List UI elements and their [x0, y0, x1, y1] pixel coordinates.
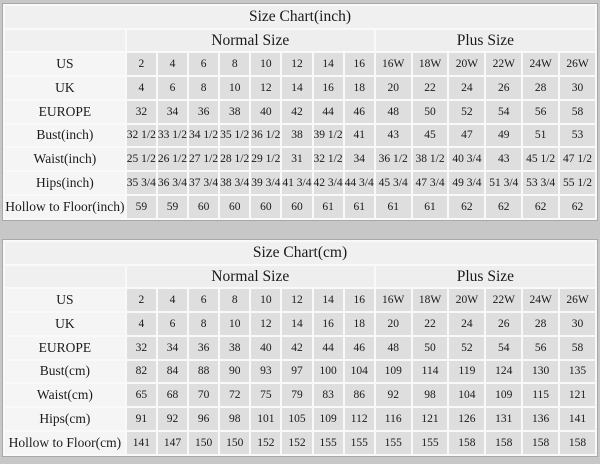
- column-group-header: Normal Size: [127, 30, 374, 51]
- size-value-cell: 45: [413, 125, 448, 147]
- size-value-cell: 22: [413, 77, 448, 99]
- size-value-cell: 75: [251, 384, 280, 406]
- size-value-cell: 24W: [523, 289, 558, 311]
- corner-cell: [5, 266, 125, 287]
- size-value-cell: 82: [127, 361, 156, 383]
- size-value-cell: 20W: [449, 289, 484, 311]
- column-group-row: [5, 30, 595, 51]
- size-value-cell: 10: [220, 313, 249, 335]
- size-value-cell: 26W: [560, 53, 595, 75]
- size-value-cell: 126: [449, 408, 484, 430]
- size-value-cell: 37 3/4: [189, 172, 218, 194]
- size-value-cell: 16W: [376, 289, 411, 311]
- size-value-cell: 26 1/2: [158, 148, 187, 170]
- size-value-cell: 2: [127, 53, 156, 75]
- size-value-cell: 40: [251, 337, 280, 359]
- size-value-cell: 38: [282, 125, 311, 147]
- size-value-cell: 36: [189, 101, 218, 123]
- size-value-cell: 18: [345, 77, 374, 99]
- size-value-cell: 40: [251, 101, 280, 123]
- size-value-cell: 48: [376, 337, 411, 359]
- size-value-cell: 79: [282, 384, 311, 406]
- size-value-cell: 36 1/2: [251, 125, 280, 147]
- size-value-cell: 86: [345, 384, 374, 406]
- size-value-cell: 158: [486, 432, 521, 454]
- size-value-cell: 44 3/4: [345, 172, 374, 194]
- size-value-cell: 136: [523, 408, 558, 430]
- size-value-cell: 32 1/2: [127, 125, 156, 147]
- size-value-cell: 97: [282, 361, 311, 383]
- size-value-cell: 40 3/4: [449, 148, 484, 170]
- table-title: Size Chart(inch): [5, 6, 595, 28]
- size-value-cell: 30: [560, 77, 595, 99]
- size-value-cell: 61: [345, 196, 374, 218]
- size-value-cell: 22W: [486, 53, 521, 75]
- size-value-cell: 33 1/2: [158, 125, 187, 147]
- size-value-cell: 4: [127, 313, 156, 335]
- size-value-cell: 10: [251, 53, 280, 75]
- size-value-cell: 152: [251, 432, 280, 454]
- row-header: EUROPE: [5, 337, 125, 359]
- size-value-cell: 61: [376, 196, 411, 218]
- size-value-cell: 62: [523, 196, 558, 218]
- size-value-cell: 35 3/4: [127, 172, 156, 194]
- size-value-cell: 158: [449, 432, 484, 454]
- size-value-cell: 51: [523, 125, 558, 147]
- size-value-cell: 28 1/2: [220, 148, 249, 170]
- size-value-cell: 20: [376, 77, 411, 99]
- size-value-cell: 72: [220, 384, 249, 406]
- size-value-cell: 152: [282, 432, 311, 454]
- table-row: [5, 408, 595, 430]
- row-header: US: [5, 289, 125, 311]
- size-value-cell: 38: [220, 101, 249, 123]
- size-value-cell: 155: [376, 432, 411, 454]
- table-row: [5, 313, 595, 335]
- size-value-cell: 88: [189, 361, 218, 383]
- size-value-cell: 60: [189, 196, 218, 218]
- row-header: Bust(inch): [5, 125, 125, 147]
- size-value-cell: 18W: [413, 53, 448, 75]
- size-value-cell: 114: [413, 361, 448, 383]
- size-value-cell: 14: [314, 289, 343, 311]
- size-value-cell: 135: [560, 361, 595, 383]
- size-value-cell: 100: [314, 361, 343, 383]
- row-header: Hollow to Floor(inch): [5, 196, 125, 218]
- size-value-cell: 36 1/2: [376, 148, 411, 170]
- size-value-cell: 31: [282, 148, 311, 170]
- size-value-cell: 119: [449, 361, 484, 383]
- size-value-cell: 26W: [560, 289, 595, 311]
- row-header: UK: [5, 77, 125, 99]
- size-value-cell: 16: [345, 289, 374, 311]
- size-value-cell: 22W: [486, 289, 521, 311]
- size-value-cell: 147: [158, 432, 187, 454]
- column-group-header: Plus Size: [376, 30, 595, 51]
- size-value-cell: 116: [376, 408, 411, 430]
- size-value-cell: 155: [345, 432, 374, 454]
- size-chart-inch-section: [2, 3, 598, 221]
- size-value-cell: 50: [413, 337, 448, 359]
- size-value-cell: 29 1/2: [251, 148, 280, 170]
- table-row: [5, 125, 595, 147]
- size-value-cell: 36 3/4: [158, 172, 187, 194]
- size-value-cell: 62: [560, 196, 595, 218]
- size-value-cell: 41 3/4: [282, 172, 311, 194]
- size-value-cell: 46: [345, 337, 374, 359]
- size-value-cell: 45 1/2: [523, 148, 558, 170]
- corner-cell: [5, 30, 125, 51]
- size-value-cell: 150: [220, 432, 249, 454]
- size-value-cell: 105: [282, 408, 311, 430]
- size-value-cell: 44: [314, 101, 343, 123]
- size-value-cell: 14: [314, 53, 343, 75]
- size-value-cell: 6: [158, 77, 187, 99]
- size-value-cell: 121: [560, 384, 595, 406]
- size-value-cell: 43: [486, 148, 521, 170]
- row-header: EUROPE: [5, 101, 125, 123]
- size-value-cell: 10: [220, 77, 249, 99]
- size-value-cell: 60: [220, 196, 249, 218]
- size-value-cell: 155: [314, 432, 343, 454]
- size-value-cell: 112: [345, 408, 374, 430]
- size-value-cell: 59: [158, 196, 187, 218]
- size-value-cell: 16: [314, 77, 343, 99]
- size-value-cell: 45 3/4: [376, 172, 411, 194]
- size-value-cell: 53 3/4: [523, 172, 558, 194]
- size-value-cell: 36: [189, 337, 218, 359]
- size-value-cell: 58: [560, 101, 595, 123]
- size-value-cell: 34: [345, 148, 374, 170]
- size-value-cell: 12: [282, 53, 311, 75]
- size-value-cell: 158: [560, 432, 595, 454]
- size-value-cell: 26: [486, 77, 521, 99]
- size-value-cell: 150: [189, 432, 218, 454]
- size-chart-cm-section: [2, 239, 598, 457]
- size-value-cell: 70: [189, 384, 218, 406]
- size-value-cell: 83: [314, 384, 343, 406]
- size-value-cell: 98: [413, 384, 448, 406]
- size-value-cell: 109: [314, 408, 343, 430]
- size-value-cell: 52: [449, 337, 484, 359]
- size-value-cell: 141: [560, 408, 595, 430]
- size-chart-inch-table: [2, 3, 598, 221]
- row-header: Waist(inch): [5, 148, 125, 170]
- size-value-cell: 68: [158, 384, 187, 406]
- size-value-cell: 52: [449, 101, 484, 123]
- size-value-cell: 32 1/2: [314, 148, 343, 170]
- size-value-cell: 12: [251, 313, 280, 335]
- row-header: UK: [5, 313, 125, 335]
- size-value-cell: 65: [127, 384, 156, 406]
- size-value-cell: 61: [314, 196, 343, 218]
- table-row: [5, 148, 595, 170]
- row-header: US: [5, 53, 125, 75]
- size-value-cell: 4: [158, 289, 187, 311]
- size-value-cell: 158: [523, 432, 558, 454]
- size-value-cell: 34: [158, 337, 187, 359]
- size-value-cell: 18W: [413, 289, 448, 311]
- size-value-cell: 92: [158, 408, 187, 430]
- size-value-cell: 8: [220, 289, 249, 311]
- size-value-cell: 24: [449, 77, 484, 99]
- size-value-cell: 32: [127, 101, 156, 123]
- size-value-cell: 141: [127, 432, 156, 454]
- size-value-cell: 62: [486, 196, 521, 218]
- size-value-cell: 20W: [449, 53, 484, 75]
- size-value-cell: 41: [345, 125, 374, 147]
- size-value-cell: 46: [345, 101, 374, 123]
- size-value-cell: 51 3/4: [486, 172, 521, 194]
- size-value-cell: 16: [314, 313, 343, 335]
- size-value-cell: 42: [282, 101, 311, 123]
- size-value-cell: 121: [413, 408, 448, 430]
- table-row: [5, 196, 595, 218]
- size-value-cell: 25 1/2: [127, 148, 156, 170]
- row-header: Hollow to Floor(cm): [5, 432, 125, 454]
- size-value-cell: 38 3/4: [220, 172, 249, 194]
- size-value-cell: 56: [523, 337, 558, 359]
- size-value-cell: 47 1/2: [560, 148, 595, 170]
- size-value-cell: 61: [413, 196, 448, 218]
- table-row: [5, 361, 595, 383]
- size-value-cell: 49: [486, 125, 521, 147]
- size-value-cell: 18: [345, 313, 374, 335]
- size-value-cell: 35 1/2: [220, 125, 249, 147]
- size-value-cell: 60: [251, 196, 280, 218]
- size-value-cell: 28: [523, 313, 558, 335]
- size-value-cell: 96: [189, 408, 218, 430]
- size-value-cell: 30: [560, 313, 595, 335]
- size-value-cell: 34 1/2: [189, 125, 218, 147]
- size-value-cell: 130: [523, 361, 558, 383]
- size-value-cell: 38: [220, 337, 249, 359]
- size-value-cell: 2: [127, 289, 156, 311]
- size-value-cell: 8: [220, 53, 249, 75]
- size-value-cell: 49 3/4: [449, 172, 484, 194]
- table-title: Size Chart(cm): [5, 242, 595, 264]
- size-value-cell: 24: [449, 313, 484, 335]
- size-value-cell: 12: [282, 289, 311, 311]
- size-value-cell: 4: [127, 77, 156, 99]
- size-value-cell: 26: [486, 313, 521, 335]
- size-chart-cm-table: [2, 239, 598, 457]
- size-value-cell: 20: [376, 313, 411, 335]
- size-value-cell: 115: [523, 384, 558, 406]
- size-value-cell: 50: [413, 101, 448, 123]
- size-value-cell: 16: [345, 53, 374, 75]
- size-value-cell: 109: [486, 384, 521, 406]
- size-value-cell: 104: [449, 384, 484, 406]
- size-value-cell: 54: [486, 101, 521, 123]
- size-value-cell: 124: [486, 361, 521, 383]
- column-group-row: [5, 266, 595, 287]
- row-header: Hips(inch): [5, 172, 125, 194]
- size-value-cell: 4: [158, 53, 187, 75]
- size-value-cell: 93: [251, 361, 280, 383]
- size-value-cell: 54: [486, 337, 521, 359]
- size-value-cell: 44: [314, 337, 343, 359]
- size-value-cell: 24W: [523, 53, 558, 75]
- size-value-cell: 84: [158, 361, 187, 383]
- size-value-cell: 104: [345, 361, 374, 383]
- size-value-cell: 47: [449, 125, 484, 147]
- size-value-cell: 109: [376, 361, 411, 383]
- size-value-cell: 39 3/4: [251, 172, 280, 194]
- size-value-cell: 10: [251, 289, 280, 311]
- size-value-cell: 39 1/2: [314, 125, 343, 147]
- size-value-cell: 43: [376, 125, 411, 147]
- size-value-cell: 98: [220, 408, 249, 430]
- table-row: [5, 172, 595, 194]
- table-row: [5, 101, 595, 123]
- size-value-cell: 16W: [376, 53, 411, 75]
- size-value-cell: 38 1/2: [413, 148, 448, 170]
- size-value-cell: 8: [189, 313, 218, 335]
- size-value-cell: 62: [449, 196, 484, 218]
- table-row: [5, 337, 595, 359]
- size-value-cell: 56: [523, 101, 558, 123]
- size-value-cell: 60: [282, 196, 311, 218]
- size-value-cell: 131: [486, 408, 521, 430]
- size-value-cell: 53: [560, 125, 595, 147]
- table-row: [5, 77, 595, 99]
- size-value-cell: 22: [413, 313, 448, 335]
- table-row: [5, 432, 595, 454]
- row-header: Bust(cm): [5, 361, 125, 383]
- size-value-cell: 42: [282, 337, 311, 359]
- size-value-cell: 6: [158, 313, 187, 335]
- size-value-cell: 42 3/4: [314, 172, 343, 194]
- size-value-cell: 6: [189, 289, 218, 311]
- size-value-cell: 8: [189, 77, 218, 99]
- size-value-cell: 6: [189, 53, 218, 75]
- table-row: [5, 53, 595, 75]
- size-value-cell: 47 3/4: [413, 172, 448, 194]
- row-header: Waist(cm): [5, 384, 125, 406]
- size-value-cell: 34: [158, 101, 187, 123]
- column-group-header: Plus Size: [376, 266, 595, 287]
- size-value-cell: 28: [523, 77, 558, 99]
- table-row: [5, 384, 595, 406]
- row-header: Hips(cm): [5, 408, 125, 430]
- size-value-cell: 155: [413, 432, 448, 454]
- size-value-cell: 90: [220, 361, 249, 383]
- size-value-cell: 32: [127, 337, 156, 359]
- size-value-cell: 12: [251, 77, 280, 99]
- size-value-cell: 55 1/2: [560, 172, 595, 194]
- size-value-cell: 91: [127, 408, 156, 430]
- size-value-cell: 92: [376, 384, 411, 406]
- size-value-cell: 14: [282, 77, 311, 99]
- size-value-cell: 59: [127, 196, 156, 218]
- size-value-cell: 101: [251, 408, 280, 430]
- column-group-header: Normal Size: [127, 266, 374, 287]
- size-value-cell: 27 1/2: [189, 148, 218, 170]
- size-value-cell: 48: [376, 101, 411, 123]
- size-value-cell: 58: [560, 337, 595, 359]
- table-row: [5, 289, 595, 311]
- size-value-cell: 14: [282, 313, 311, 335]
